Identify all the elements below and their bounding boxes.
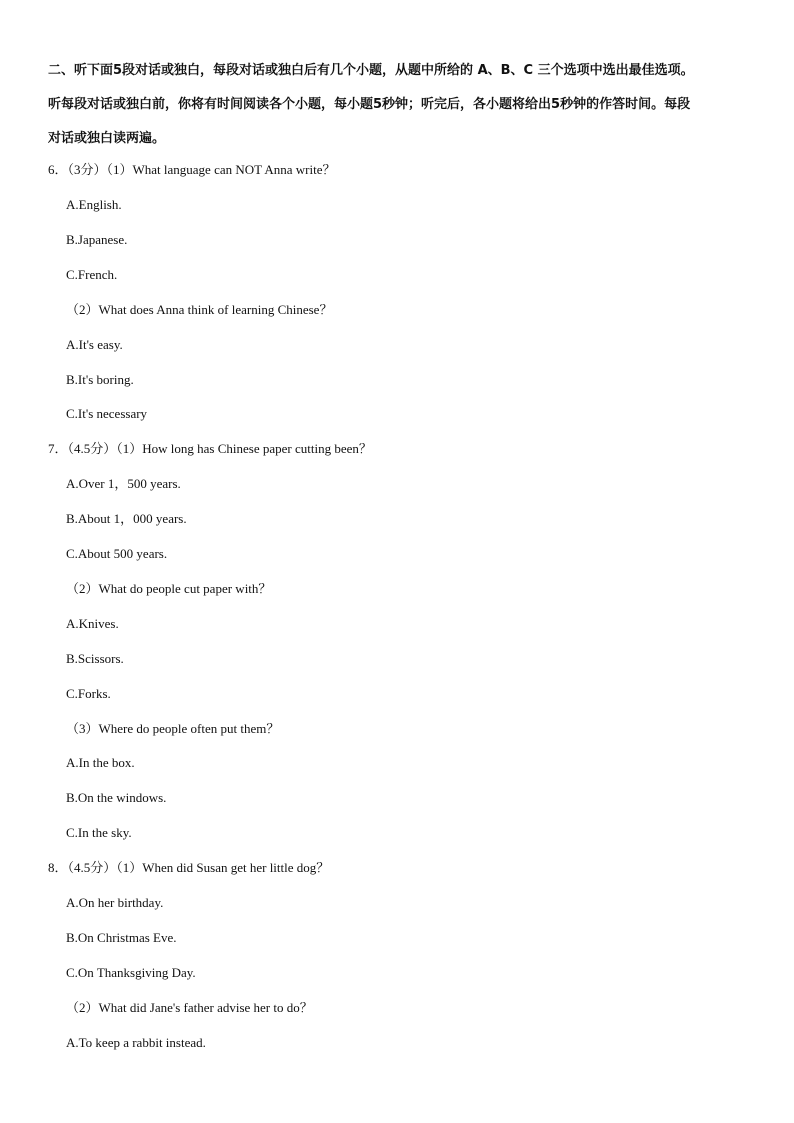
section-instructions bbox=[48, 54, 753, 156]
question-7-sub-2: （2）What do people cut paper with？ bbox=[66, 581, 272, 596]
instruction-line-3: 对话或独白读两遍。 bbox=[48, 131, 166, 146]
question-8-sub-2: （2）What did Jane's father advise her to do？ bbox=[66, 1000, 313, 1015]
q7-1-option-a: A.Over 1，500 years. bbox=[66, 476, 181, 491]
q7-3-option-b: B.On the windows. bbox=[66, 790, 167, 805]
q7-1-option-c: C.About 500 years. bbox=[66, 546, 168, 561]
question-8-stem: 8．（4.5分）（1）When did Susan get her little dog？ bbox=[48, 860, 330, 875]
q7-3-option-a: A.In the box. bbox=[66, 755, 135, 770]
instruction-line-1: 二、听下面5段对话或独白，每段对话或独白后有几个小题，从题中所给的 A、B、C 三个选项中选出最佳选项。 bbox=[48, 63, 694, 78]
question-6-sub-2: （2）What does Anna think of learning Chinese？ bbox=[66, 302, 333, 317]
q8-2-option-a: A.To keep a rabbit instead. bbox=[66, 1035, 206, 1050]
q7-2-option-b: B.Scissors. bbox=[66, 651, 124, 666]
q8-1-option-c: C.On Thanksgiving Day. bbox=[66, 965, 196, 980]
q6-1-option-a: A.English. bbox=[66, 197, 122, 212]
q8-1-option-a: A.On her birthday. bbox=[66, 895, 164, 910]
q6-2-option-b: B.It's boring. bbox=[66, 372, 134, 387]
question-6-stem: 6．（3分）（1）What language can NOT Anna write？ bbox=[48, 162, 336, 177]
q7-2-option-c: C.Forks. bbox=[66, 686, 111, 701]
q6-2-option-c: C.It's necessary bbox=[66, 406, 148, 421]
q8-1-option-b: B.On Christmas Eve. bbox=[66, 930, 177, 945]
q7-2-option-a: A.Knives. bbox=[66, 616, 119, 631]
q6-1-option-c: C.French. bbox=[66, 267, 118, 282]
question-7-stem: 7．（4.5分）（1）How long has Chinese paper cutting been？ bbox=[48, 441, 372, 456]
q6-2-option-a: A.It's easy. bbox=[66, 337, 123, 352]
instruction-line-2: 听每段对话或独白前，你将有时间阅读各个小题，每小题5秒钟；听完后，各小题将给出5秒钟的作答时间。每段 bbox=[48, 97, 691, 112]
q6-1-option-b: B.Japanese. bbox=[66, 232, 128, 247]
q7-3-option-c: C.In the sky. bbox=[66, 825, 132, 840]
question-7-sub-3: （3）Where do people often put them？ bbox=[66, 721, 280, 736]
q7-1-option-b: B.About 1，000 years. bbox=[66, 511, 187, 526]
